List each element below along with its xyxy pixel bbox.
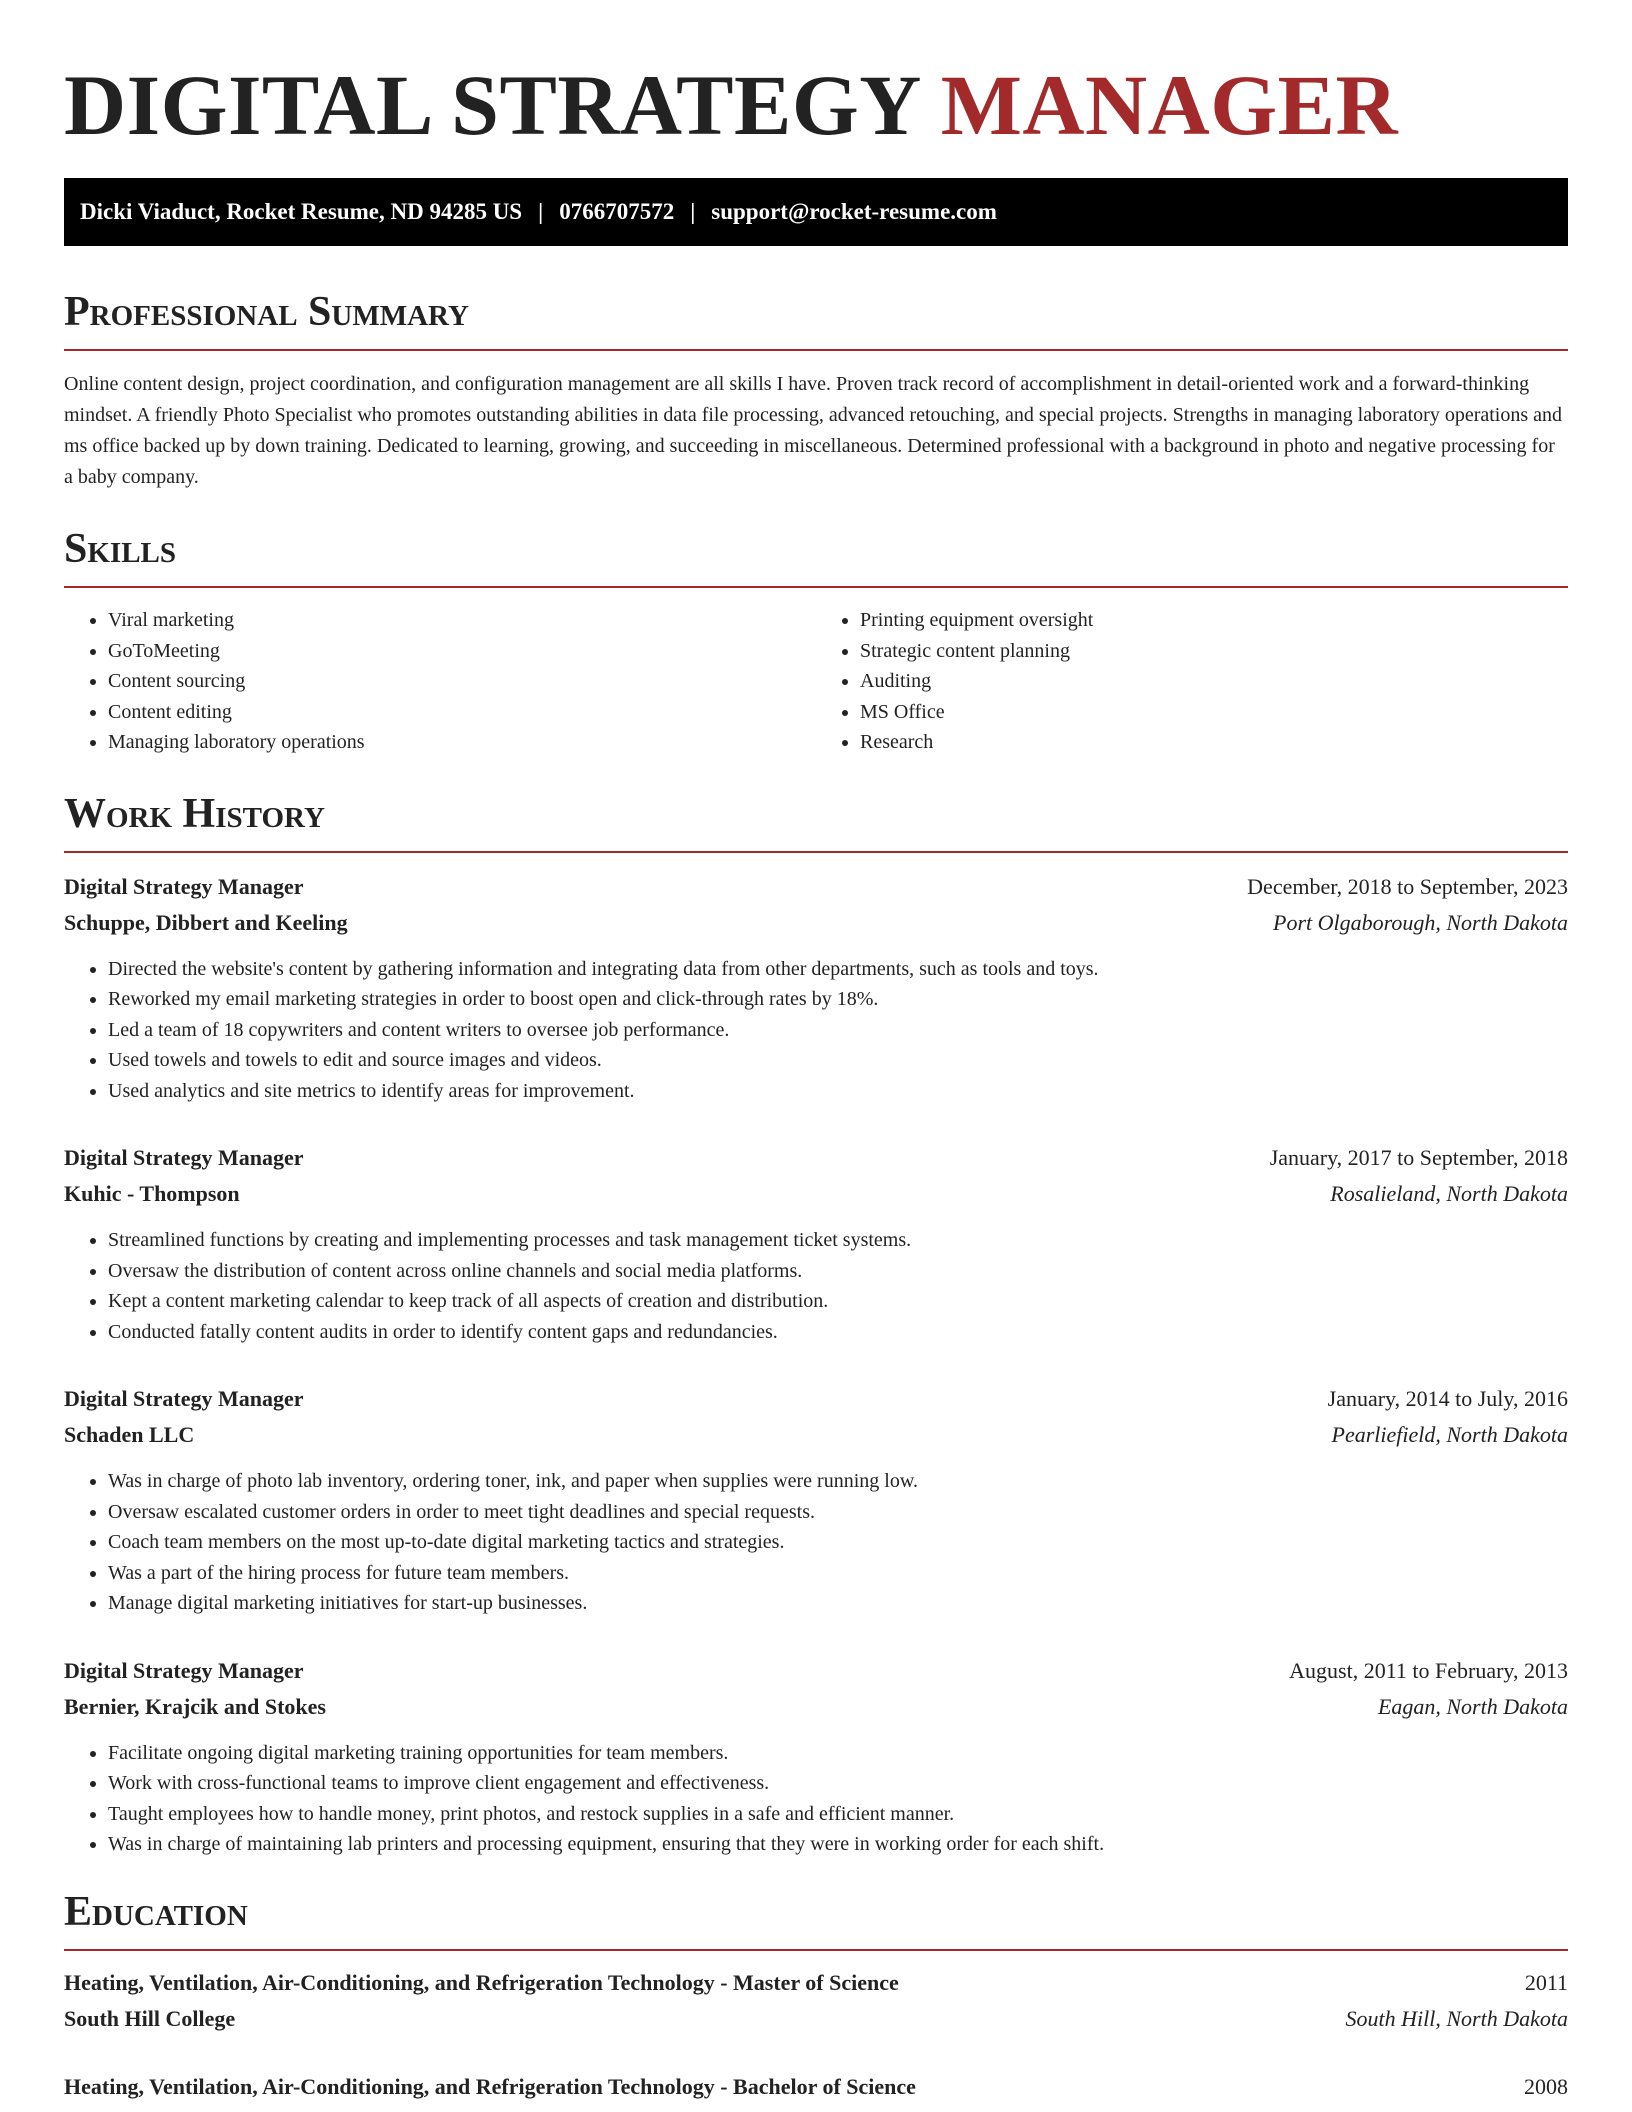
skill-item: • MS Office [860,697,1568,728]
job-bullets [64,1466,1568,1619]
job-dates: January, 2017 to September, 2018 [1269,1145,1568,1170]
job-bullet: • Used towels and towels to edit and source images and videos. [108,1045,1568,1076]
job-title: Digital Strategy Manager [64,1145,304,1170]
job-title: Digital Strategy Manager [64,873,304,899]
job-bullet: • Oversaw escalated customer orders in order to meet tight deadlines and special requests. [108,1497,1568,1528]
job-bullet: • Led a team of 18 copywriters and content writers to oversee job performance. [108,1015,1568,1046]
job-bullet: • Work with cross-functional teams to improve client engagement and effectiveness. [108,1768,1568,1799]
job-bullet: • Reworked my email marketing strategies in order to boost open and click-through rates by 18%. [108,984,1568,1015]
title-accent: MANAGER [940,57,1399,153]
job-bullets [64,954,1568,1107]
job-bullet: • Conducted fatally content audits in order to identify content gaps and redundancies. [108,1317,1568,1348]
resume-title [64,0,1568,153]
education-year: 2008 [1524,2073,1568,2099]
skill-item: • Content sourcing [108,666,816,697]
title-main: DIGITAL STRATEGY [64,57,919,153]
job-bullet: • Manage digital marketing initiatives for start-up businesses. [108,1588,1568,1619]
job-entry [64,869,1568,1107]
job-bullet: • Used analytics and site metrics to identify areas for improvement. [108,1076,1568,1107]
job-bullets [64,1225,1568,1347]
skills-heading: Skills [64,526,177,572]
job-bullet: • Coach team members on the most up-to-date digital marketing tactics and strategies. [108,1527,1568,1558]
education-year: 2011 [1524,1969,1568,1995]
skills-list [64,605,1568,758]
job-company: Schaden LLC [64,1422,195,1447]
job-bullet: • Oversaw the distribution of content across online channels and social media platforms. [108,1256,1568,1287]
skill-item: • Auditing [860,666,1568,697]
job-bullet: • Streamlined functions by creating and implementing processes and task management ticket systems. [108,1225,1568,1256]
job-bullet: • Was a part of the hiring process for future team members. [108,1558,1568,1589]
job-title: Digital Strategy Manager [64,1657,304,1683]
job-dates: December, 2018 to September, 2023 [1247,873,1568,899]
contact-email: support@rocket-resume.com [711,199,997,224]
job-company: Bernier, Krajcik and Stokes [64,1693,326,1719]
skill-item: • Research [860,727,1568,758]
education-heading: Education [64,1888,248,1935]
skill-item: • GoToMeeting [108,636,816,667]
job-bullet: • Facilitate ongoing digital marketing training opportunities for team members. [108,1738,1568,1769]
job-entry [64,1140,1568,1347]
job-title: Digital Strategy Manager [64,1386,304,1411]
section-divider [64,1949,1568,1951]
job-location: Eagan, North Dakota [1377,1693,1568,1719]
education-location: South Hill, North Dakota [1345,2005,1568,2031]
job-bullet: • Kept a content marketing calendar to keep track of all aspects of creation and distribution. [108,1286,1568,1317]
job-company: Kuhic - Thompson [64,1181,240,1206]
job-entry [64,1653,1568,1860]
section-divider [64,586,1568,588]
skill-item: • Strategic content planning [860,636,1568,667]
job-bullet: • Taught employees how to handle money, print photos, and restock supplies in a safe and efficient manner. [108,1799,1568,1830]
job-bullet: • Was in charge of maintaining lab printers and processing equipment, ensuring that they were in working order for each shift. [108,1829,1568,1860]
skill-item: • Content editing [108,697,816,728]
contact-separator: | [538,199,544,224]
section-divider [64,349,1568,351]
education-entry [64,1965,1568,2037]
job-location: Port Olgaborough, North Dakota [1273,909,1568,935]
job-bullet: • Directed the website's content by gathering information and integrating data from other departments, such as tools and toys. [108,954,1568,985]
education-entry [64,2069,1568,2105]
summary-heading: Professional Summary [64,289,469,335]
contact-phone: 0766707572 [559,199,675,224]
contact-bar [64,178,1568,246]
contact-address: Dicki Viaduct, Rocket Resume, ND 94285 US [80,199,523,224]
education-degree: Heating, Ventilation, Air-Conditioning, and Refrigeration Technology - Master of Science [64,1969,899,1995]
job-dates: August, 2011 to February, 2013 [1289,1657,1568,1683]
job-location: Rosalieland, North Dakota [1330,1181,1568,1206]
job-bullet: • Was in charge of photo lab inventory, ordering toner, ink, and paper when supplies were running low. [108,1466,1568,1497]
job-dates: January, 2014 to July, 2016 [1327,1386,1568,1411]
education-degree: Heating, Ventilation, Air-Conditioning, and Refrigeration Technology - Bachelor of Science [64,2073,916,2099]
contact-separator: | [690,199,696,224]
job-company: Schuppe, Dibbert and Keeling [64,909,348,935]
job-location: Pearliefield, North Dakota [1331,1422,1568,1447]
skill-item: • Viral marketing [108,605,816,636]
work-history-heading: Work History [64,790,325,837]
skills-column-left [64,605,816,758]
summary-text: Online content design, project coordination, and configuration management are all skills I have. Proven track record of accomplishment in detail-oriented work and a forward-thinking mindset. A friendly Photo Specialist who promotes outstanding abilities in data file processing, advanced retouching, and special projects. Strengths in managing laboratory operations and ms office backed up by down training. Dedicated to learning, growing, and succeeding in miscellaneous. Determined professional with a background in photo and negative processing for a baby company. [64,373,1563,488]
skill-item: • Printing equipment oversight [860,605,1568,636]
section-divider [64,851,1568,853]
job-entry [64,1381,1568,1619]
job-bullets [64,1738,1568,1860]
education-school: South Hill College [64,2005,236,2031]
skills-column-right [816,605,1568,758]
skill-item: • Managing laboratory operations [108,727,816,758]
